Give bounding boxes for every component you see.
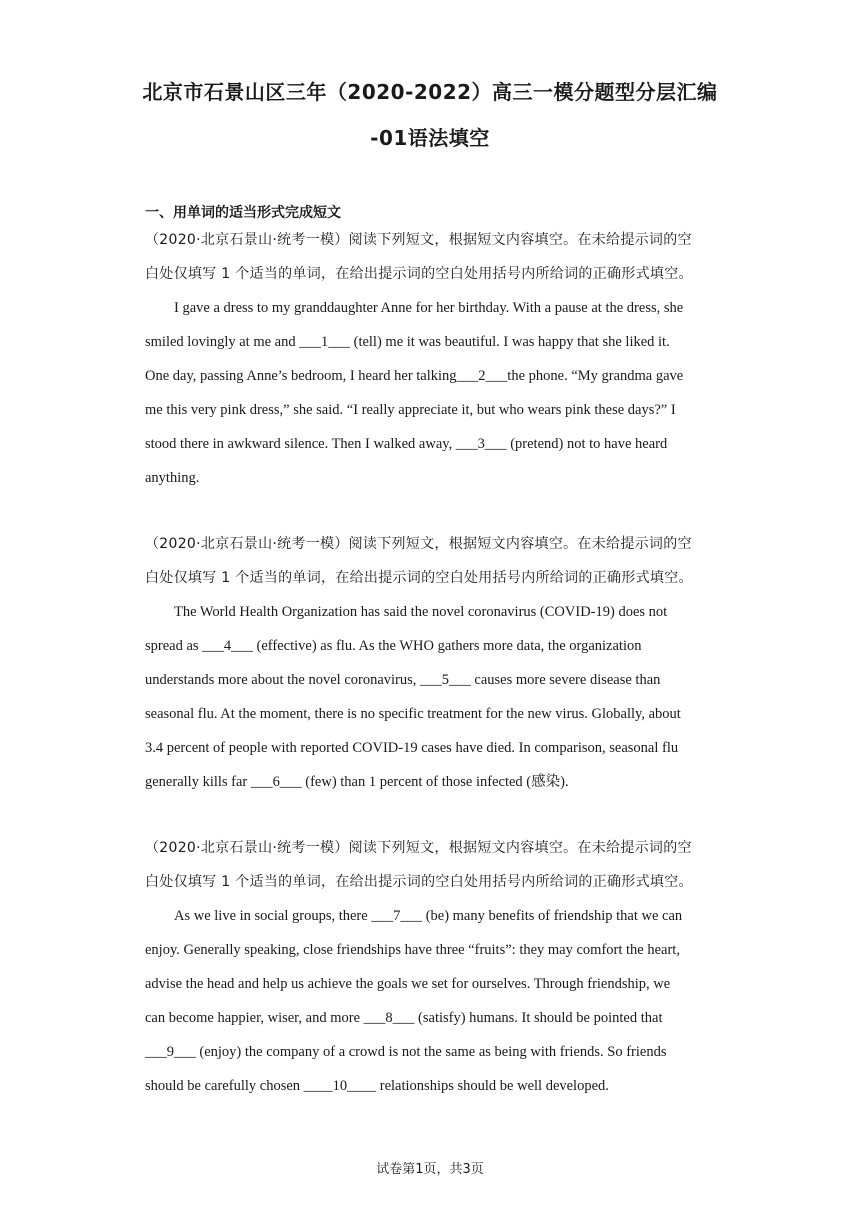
passage-text-line: seasonal flu. At the moment, there is no specific treatment for the new virus. Globally, about [145,706,681,722]
passage-text-line: me this very pink dress,” she said. “I really appreciate it, but who wears pink these days?” I [145,402,676,418]
document-title-line2: -01语法填空 [370,126,490,150]
passage-intro-line: （2020·北京石景山·统考一模）阅读下列短文，根据短文内容填空。在未给提示词的空 [145,840,692,856]
passage-text-line: As we live in social groups, there ___7___ (be) many benefits of friendship that we can [174,908,683,924]
passage-text-line: anything. [145,470,200,486]
passage-text-line: smiled lovingly at me and ___1___ (tell) me it was beautiful. I was happy that she liked it. [145,334,670,350]
passage-text-line: spread as ___4___ (effective) as flu. As the WHO gathers more data, the organization [145,638,642,654]
passage-intro-line: 白处仅填写 1 个适当的单词，在给出提示词的空白处用括号内所给词的正确形式填空。 [145,266,693,282]
passage-2 [145,527,720,799]
passage-text-line: can become happier, wiser, and more ___8___ (satisfy) humans. It should be pointed that [145,1010,663,1026]
passage-intro-line: 白处仅填写 1 个适当的单词，在给出提示词的空白处用括号内所给词的正确形式填空。 [145,874,693,890]
passage-text-line: 3.4 percent of people with reported COVID-19 cases have died. In comparison, seasonal flu [145,740,679,756]
passage-intro-line: （2020·北京石景山·统考一模）阅读下列短文，根据短文内容填空。在未给提示词的空 [145,232,692,248]
passage-text-line: advise the head and help us achieve the goals we set for ourselves. Through friendship, we [145,976,671,992]
passage-text-line: should be carefully chosen ____10____ relationships should be well developed. [145,1078,609,1094]
passage-text-line: ___9___ (enjoy) the company of a crowd is not the same as being with friends. So friends [145,1044,667,1060]
passage-1 [145,223,720,495]
passage-text-line: stood there in awkward silence. Then I walked away, ___3___ (pretend) not to have heard [145,436,668,452]
passage-text-line: generally kills far ___6___ (few) than 1 percent of those infected (感染). [145,774,569,790]
section-heading: 一、用单词的适当形式完成短文 [145,205,341,221]
passage-text-line: enjoy. Generally speaking, close friendships have three “fruits”: they may comfort the heart, [145,942,680,958]
passage-3 [145,831,720,1103]
page-footer: 试卷第1页，共3页 [376,1162,484,1177]
passage-intro-line: 白处仅填写 1 个适当的单词，在给出提示词的空白处用括号内所给词的正确形式填空。 [145,570,693,586]
passage-text-line: One day, passing Anne’s bedroom, I heard her talking___2___the phone. “My grandma gave [145,368,684,384]
passage-text-line: I gave a dress to my granddaughter Anne for her birthday. With a pause at the dress, she [174,300,684,316]
passage-intro-line: （2020·北京石景山·统考一模）阅读下列短文，根据短文内容填空。在未给提示词的空 [145,536,692,552]
document-title-line1: 北京市石景山区三年（2020-2022）高三一模分题型分层汇编 [142,80,718,104]
passage-text-line: understands more about the novel coronavirus, ___5___ causes more severe disease than [145,672,661,688]
passage-text-line: The World Health Organization has said the novel coronavirus (COVID-19) does not [174,604,668,620]
